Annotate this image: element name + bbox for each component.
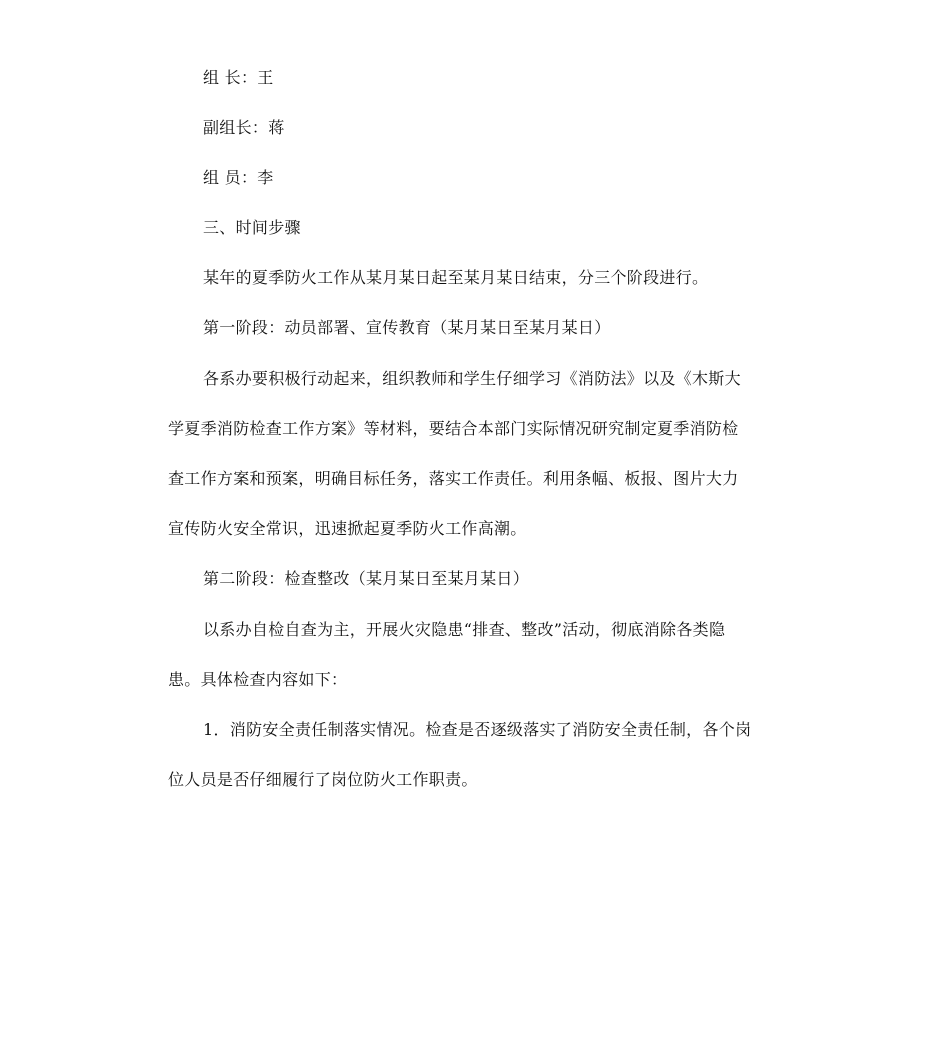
paragraph-line: 某年的夏季防火工作从某月某日起至某月某日结束，分三个阶段进行。 [203, 268, 709, 287]
paragraph-line: 学夏季消防检查工作方案》等材料，要结合本部门实际情况研究制定夏季消防检 [168, 419, 739, 438]
stage-one-heading: 第一阶段：动员部署、宣传教育（某月某日至某月某日） [203, 318, 611, 337]
paragraph-line: 以系办自检自查为主，开展火灾隐患“排查、整改”活动，彻底消除各类隐 [203, 620, 726, 639]
section-heading: 三、时间步骤 [203, 218, 301, 237]
stage-two-heading: 第二阶段：检查整改（某月某日至某月某日） [203, 569, 530, 588]
paragraph-line: 宣传防火安全常识，迅速掀起夏季防火工作高潮。 [168, 519, 527, 538]
team-leader-line: 组 长：王 [203, 68, 274, 87]
team-member-line: 组 员：李 [203, 168, 274, 187]
paragraph-line: 各系办要积极行动起来，组织教师和学生仔细学习《消防法》以及《木斯大 [203, 369, 741, 388]
list-item-line: 1．消防安全责任制落实情况。检查是否逐级落实了消防安全责任制，各个岗 [203, 720, 752, 739]
paragraph-line: 查工作方案和预案，明确目标任务，落实工作责任。利用条幅、板报、图片大力 [168, 469, 739, 488]
deputy-leader-line: 副组长：蒋 [203, 118, 285, 137]
list-item-line: 位人员是否仔细履行了岗位防火工作职责。 [168, 770, 478, 789]
paragraph-line: 患。具体检查内容如下： [168, 670, 348, 689]
